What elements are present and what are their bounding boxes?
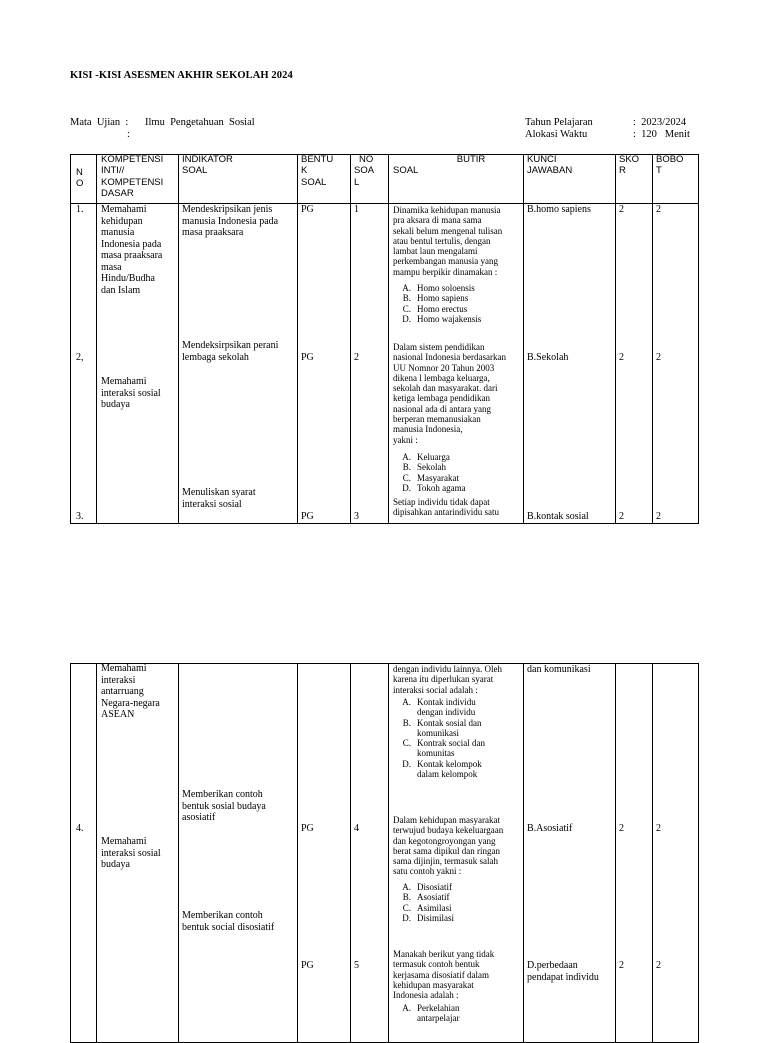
question-number: 1 (354, 204, 359, 215)
row-number: 2, (76, 352, 84, 363)
header-bobot: BOBO T (656, 154, 684, 177)
answer-key: B.Asosiatif (527, 823, 573, 834)
col-divider (388, 154, 389, 524)
document-title: KISI -KISI ASESMEN AKHIR SEKOLAH 2024 (70, 70, 293, 81)
duration-value: : 120 Menit (633, 129, 690, 140)
year-label: Tahun Pelajaran (525, 117, 593, 128)
competency-text: Memahami interaksi sosial budaya (101, 836, 161, 870)
indicator-text: Memberikan contoh bentuk sosial budaya asosiatif (182, 789, 266, 823)
weight: 2 (656, 352, 661, 363)
col-divider (178, 154, 179, 524)
header-no-soal: NO SOA L (354, 154, 375, 188)
question-text: Setiap individu tidak dapat dipisahkan antarindividu satu (393, 497, 499, 518)
score: 2 (619, 511, 624, 522)
question-number: 5 (354, 960, 359, 971)
answer-key: D.perbedaan pendapat individu (527, 960, 599, 983)
answer-key: B.kontak sosial (527, 511, 589, 522)
answer-options: A. Keluarga B. Sekolah C. Masyarakat D. Tokoh agama (402, 452, 466, 493)
subject-colon: : (127, 129, 130, 140)
col-divider (652, 663, 653, 1043)
answer-key-continued: dan komunikasi (527, 664, 591, 675)
question-number: 3 (354, 511, 359, 522)
question-text: Dalam sistem pendidikan nasional Indonesia berdasarkan UU Nomnor 20 Tahun 2003 dikena l lembaga keluarga, sekolah dan masyarakat. dari ketiga lembaga pendidikan nasional ada di antara yang berperan memanusiakan manusia Indonesia, yakni : (393, 342, 506, 445)
question-type: PG (301, 823, 314, 834)
indicator-text: Memberikan contoh bentuk social disosiatif (182, 910, 275, 933)
answer-key: B.Sekolah (527, 352, 569, 363)
indicator-text: Menuliskan syarat interaksi sosial (182, 487, 256, 510)
col-divider (96, 154, 97, 524)
col-divider (178, 663, 179, 1043)
answer-options: A. Disosiatif B. Asosiatif C. Asimilasi D. Disimilasi (402, 882, 455, 923)
col-divider (350, 663, 351, 1043)
question-number: 4 (354, 823, 359, 834)
col-divider (615, 154, 616, 524)
score: 2 (619, 960, 624, 971)
row-number: 3. (76, 511, 84, 522)
question-text: Manakah berikut yang tidak termasuk contoh bentuk kerjasama disosiatif dalam kehidupan masyarakat Indonesia adalah : (393, 949, 495, 1001)
indicator-text: Mendeksirpsikan perani lembaga sekolah (182, 340, 279, 363)
question-text-continued: dengan individu lainnya. Oleh karena itu diperlukan syarat interaksi social adalah : (393, 664, 502, 695)
header-indikator: INDIKATOR SOAL (182, 154, 233, 177)
question-number: 2 (354, 352, 359, 363)
score: 2 (619, 823, 624, 834)
col-divider (615, 663, 616, 1043)
subject-value: Ilmu Pengetahuan Sosial (145, 117, 255, 128)
grid-table-page2 (70, 663, 699, 1043)
col-divider (350, 154, 351, 524)
weight: 2 (656, 960, 661, 971)
header-no: N O (76, 167, 84, 190)
col-divider (523, 154, 524, 524)
weight: 2 (656, 204, 661, 215)
header-divider (70, 203, 699, 204)
col-divider (388, 663, 389, 1043)
question-type: PG (301, 960, 314, 971)
competency-text: Memahami interaksi antarruang Negara-negara ASEAN (101, 663, 160, 720)
weight: 2 (656, 823, 661, 834)
row-number: 1. (76, 204, 84, 215)
col-divider (297, 663, 298, 1043)
header-bentuk: BENTU K SOAL (301, 154, 334, 188)
question-text: Dinamika kehidupan manusia pra aksara di mana sama sekali belum mengenal tulisan atau bentul tertulis, dengan lambat laun mengalami perkembangan manusia yang mampu berpikir dinamakan : (393, 205, 503, 277)
col-divider (96, 663, 97, 1043)
score: 2 (619, 352, 624, 363)
header-kompetensi: KOMPETENSI INTI// KOMPETENSI DASAR (101, 154, 164, 199)
year-value: : 2023/2024 (633, 117, 687, 128)
question-type: PG (301, 352, 314, 363)
row-number: 4. (76, 823, 84, 834)
answer-key: B.homo sapiens (527, 204, 591, 215)
duration-label: Alokasi Waktu (525, 129, 588, 140)
score: 2 (619, 204, 624, 215)
answer-options: A. Kontak individu dengan individu B. Kontak sosial dan komunikasi C. Kontrak social dan komunitas D. Kontak kelompok dalam kelompok (402, 697, 485, 780)
subject-label: Mata Ujian : (70, 117, 129, 128)
competency-text: Memahami kehidupan manusia Indonesia pada masa praaksara masa Hindu/Budha dan Islam (101, 204, 163, 296)
question-type: PG (301, 204, 314, 215)
col-divider (652, 154, 653, 524)
question-type: PG (301, 511, 314, 522)
indicator-text: Mendeskripsikan jenis manusia Indonesia pada masa praaksara (182, 204, 279, 238)
competency-text: Memahami interaksi sosial budaya (101, 376, 161, 410)
question-text: Dalam kehidupan masyarakat terwujud budaya kekeluargaan dan kegotongroyongan yang berat sama dipikul dan ringan sama dijinjin, termasuk salah satu contoh yakni : (393, 815, 504, 877)
answer-options: A. Perkelahian antarpelajar (402, 1003, 460, 1024)
grid-table-page1 (70, 154, 699, 524)
col-divider (523, 663, 524, 1043)
header-kunci: KUNCI JAWABAN (527, 154, 573, 177)
header-skor: SKO R (619, 154, 640, 177)
weight: 2 (656, 511, 661, 522)
header-butir-soal: BUTIR SOAL (393, 154, 486, 177)
col-divider (297, 154, 298, 524)
answer-options: A. Homo soloensis B. Homo sapiens C. Homo erectus D. Homo wajakensis (402, 283, 482, 324)
